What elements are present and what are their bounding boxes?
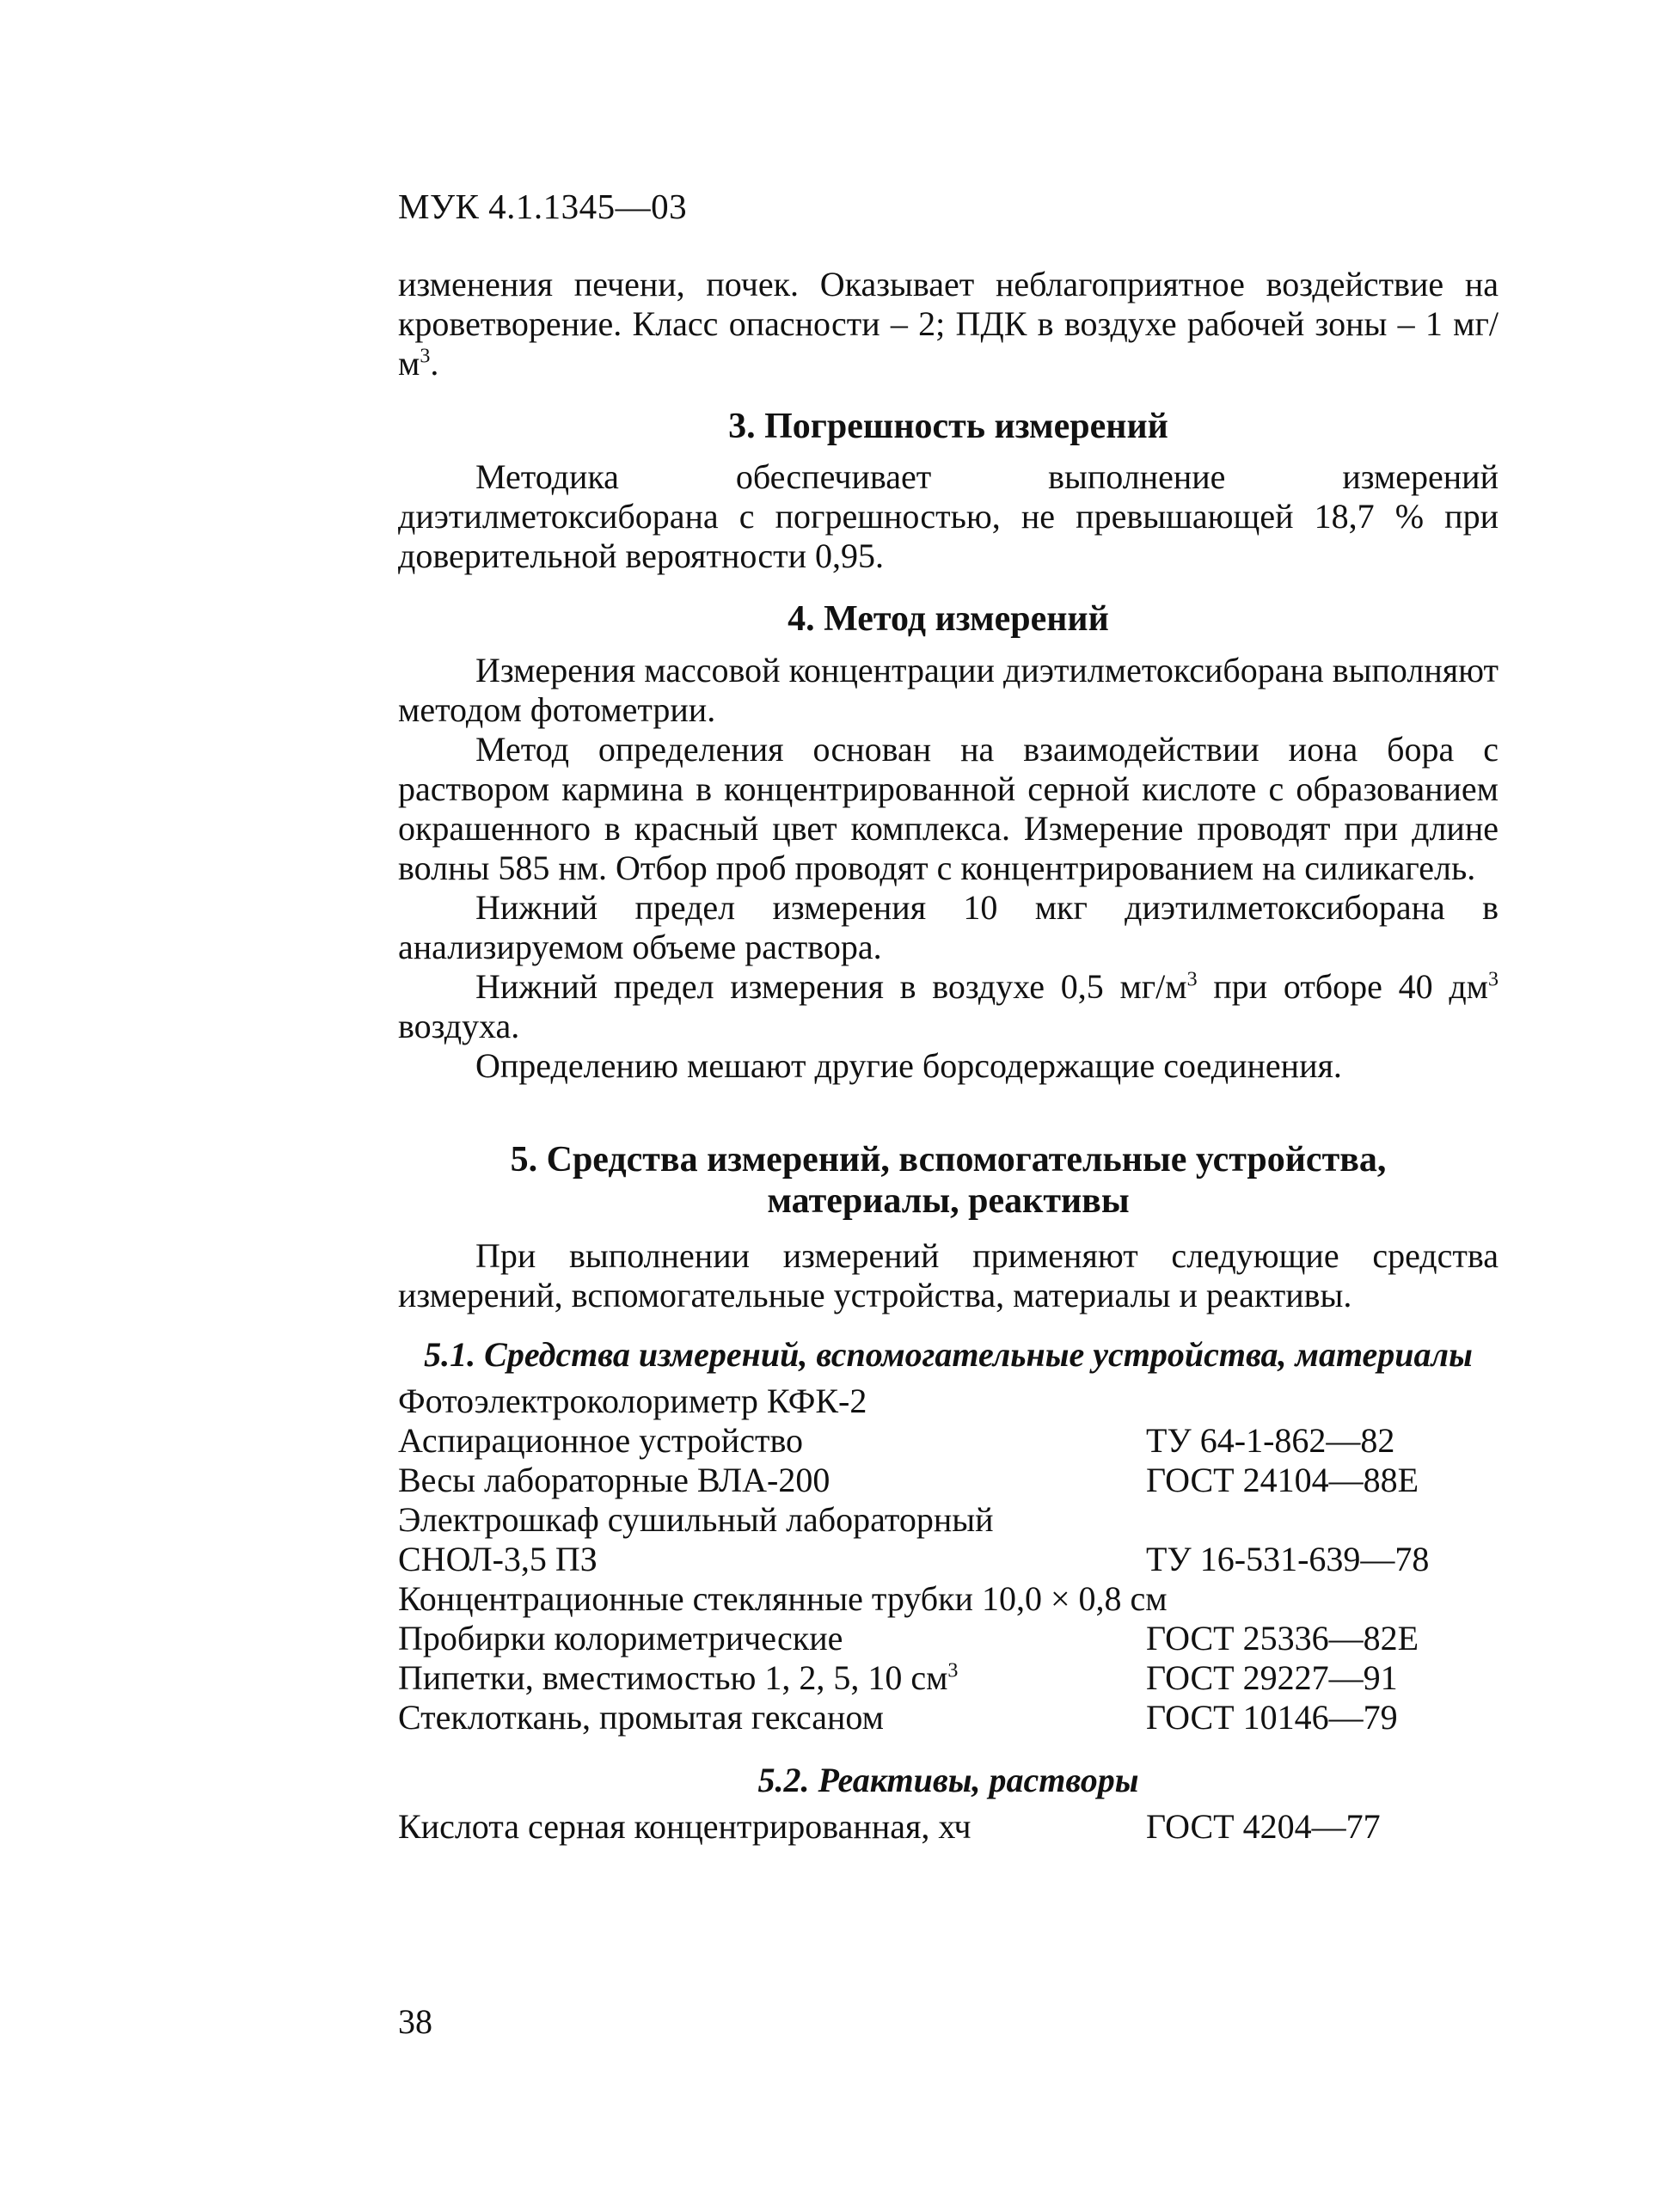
section-5-title: [398, 1139, 1499, 1222]
section-4-title: 4. Метод измерений: [788, 599, 1109, 639]
equipment-name: Аспирационное устройство: [398, 1421, 804, 1460]
equipment-name: Весы лабораторные ВЛА-200: [398, 1461, 830, 1499]
equipment-standard: ТУ 16-531-639—78: [1146, 1540, 1430, 1578]
equipment-row: [398, 1697, 1516, 1738]
section-4-paragraph-4: Нижний предел измерения в воздухе 0,5 $мг/м^3$ при отборе 40 $дм^3$ воздуха.: [398, 967, 1499, 1045]
reagent-standard: ГОСТ 4204—77: [1146, 1807, 1381, 1846]
equipment-standard: ГОСТ 10146—79: [1146, 1698, 1398, 1737]
page-number: 38: [398, 2002, 432, 2041]
equipment-row: [398, 1539, 1516, 1580]
equipment-standard: ГОСТ 24104—88Е: [1146, 1461, 1419, 1499]
equipment-name: Концентрационные стеклянные трубки 10,0 × 0,8 см: [398, 1579, 1168, 1618]
equipment-row: [398, 1381, 1516, 1422]
equipment-row: [398, 1420, 1516, 1461]
equipment-row: [398, 1657, 1516, 1699]
section-5-title-line-2: материалы, реактивы: [767, 1181, 1130, 1221]
intro-superscript: 3: [420, 345, 431, 368]
equipment-name: Электрошкаф сушильный лабораторный: [398, 1500, 994, 1539]
equipment-row: [398, 1460, 1516, 1501]
equipment-name: Пробирки колориметрические: [398, 1619, 843, 1657]
section-5-paragraph-1: При выполнении измерений применяют следующие средства измерений, вспомогательные устройства, материалы и реактивы.: [398, 1236, 1499, 1314]
equipment-name: СНОЛ-3,5 ПЗ: [398, 1540, 598, 1578]
document-code: МУК 4.1.1345—03: [398, 187, 688, 226]
section-5-title-line-1: 5. Средства измерений, вспомогательные устройства,: [510, 1140, 1387, 1180]
intro-text: изменения печени, почек. Оказывает неблагоприятное воздействие на кроветворение. Класс опасности – 2; ПДК в воздухе рабочей зоны – 1 мг/м: [398, 265, 1499, 383]
equipment-row: [398, 1578, 1516, 1620]
intro-paragraph: [398, 265, 1499, 383]
intro-tail: .: [430, 344, 439, 383]
section-5-body: [398, 1236, 1499, 1315]
section-3-body: [398, 457, 1499, 576]
section-4-paragraph-3: Нижний предел измерения 10 мкг диэтилметоксиборана в анализируемом объеме раствора.: [398, 888, 1499, 966]
section-4-paragraph-5: Определению мешают другие борсодержащие соединения.: [475, 1046, 1342, 1085]
equipment-name: Стеклоткань, промытая гексаном: [398, 1698, 884, 1737]
equipment-row: [398, 1618, 1516, 1659]
equipment-name: Фотоэлектроколориметр КФК-2: [398, 1382, 867, 1420]
equipment-row: [398, 1499, 1516, 1541]
section-5-2-title: 5.2. Реактивы, растворы: [757, 1761, 1139, 1799]
reagent-row: [398, 1806, 1516, 1847]
section-5-1-title: 5.1. Средства измерений, вспомогательные устройства, материалы: [424, 1335, 1473, 1374]
equipment-name: Пипетки, вместимостью 1, 2, 5, 10 $см^3$: [398, 1658, 959, 1697]
section-3-title: 3. Погрешность измерений: [728, 407, 1168, 446]
equipment-standard: ТУ 64-1-862—82: [1146, 1421, 1395, 1460]
section-4-paragraph-2: Метод определения основан на взаимодействии иона бора с раствором кармина в концентрированной серной кислоте с образованием окрашенного в красный цвет комплекса. Измерение проводят при длине волны 585 нм. Отбор проб проводят с концентрированием на силикагель.: [398, 730, 1499, 887]
section-4-body: [398, 651, 1499, 1086]
section-3-paragraph-1: Методика обеспечивает выполнение измерений диэтилметоксиборана с погрешностью, не превышающей 18,7 % при доверительной вероятности 0,95.: [398, 457, 1499, 575]
section-4-paragraph-1: Измерения массовой концентрации диэтилметоксиборана выполняют методом фотометрии.: [398, 651, 1499, 729]
reagent-name: Кислота серная концентрированная, хч: [398, 1807, 971, 1846]
equipment-standard: ГОСТ 29227—91: [1146, 1658, 1398, 1697]
equipment-standard: ГОСТ 25336—82Е: [1146, 1619, 1419, 1657]
